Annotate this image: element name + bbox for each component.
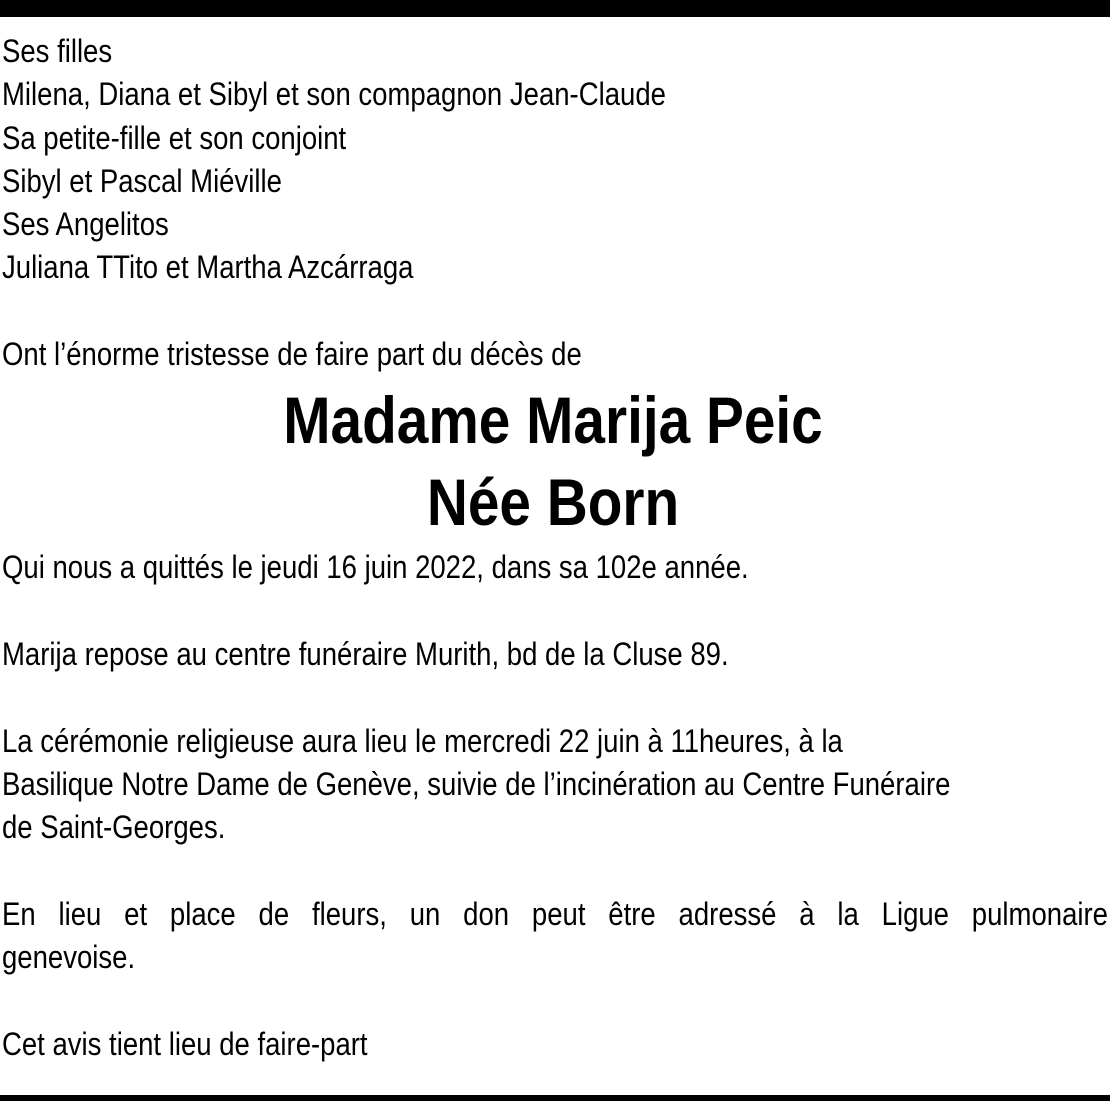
spacer (2, 290, 1108, 333)
announcement-text: Ont l’énorme tristesse de faire part du décès de (2, 336, 582, 373)
family-line-4: Sibyl et Pascal Miéville (2, 162, 282, 199)
donation-line-2: genevoise. (2, 939, 136, 976)
ceremony-line-3: de Saint-Georges. (2, 809, 226, 846)
donation-line-1: En lieu et place de fleurs, un don peut être adressé à la Ligue pulmonaire (2, 895, 1108, 932)
family-line-6: Juliana TTito et Martha Azcárraga (2, 249, 414, 286)
passing-text: Qui nous a quittés le jeudi 16 juin 2022, dans sa 102e année. (2, 549, 749, 586)
family-line-3: Sa petite-fille et son conjoint (2, 119, 347, 156)
ceremony-line-2: Basilique Notre Dame de Genève, suivie de l’incinération au Centre Funéraire (2, 765, 951, 802)
ceremony-line-1: La cérémonie religieuse aura lieu le mercredi 22 juin à 11heures, à la (2, 722, 843, 759)
obituary-notice (2, 30, 1108, 1066)
family-line-2: Milena, Diana et Sibyl et son compagnon Jean-Claude (2, 76, 666, 113)
spacer (2, 676, 1108, 719)
spacer (2, 979, 1108, 1022)
bottom-rule (0, 1095, 1110, 1101)
deceased-name: Madame Marija Peic (283, 383, 823, 458)
top-rule (0, 0, 1110, 17)
rest-location-text: Marija repose au centre funéraire Murith, bd de la Cluse 89. (2, 635, 729, 672)
closing-text: Cet avis tient lieu de faire-part (2, 1025, 368, 1062)
deceased-maiden-name: Née Born (426, 465, 680, 540)
spacer (2, 849, 1108, 892)
family-line-1: Ses filles (2, 33, 113, 69)
spacer (2, 590, 1108, 633)
family-line-5: Ses Angelitos (2, 206, 169, 243)
